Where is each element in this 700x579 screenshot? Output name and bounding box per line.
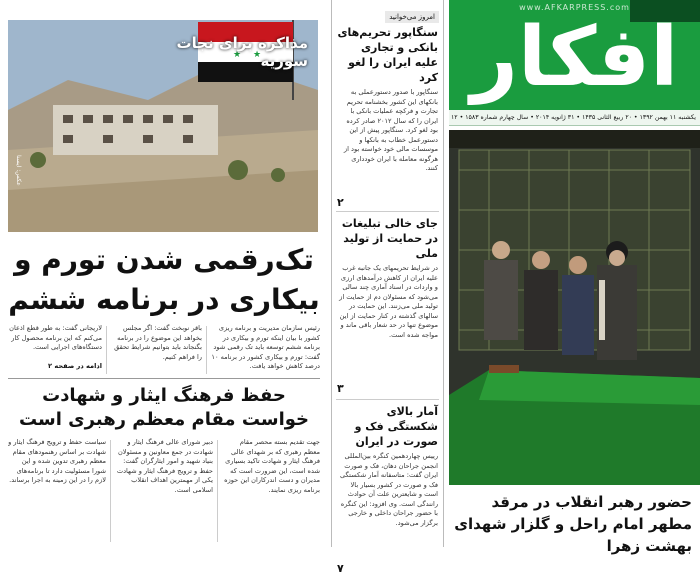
column-rule bbox=[110, 440, 111, 542]
svg-text:★: ★ bbox=[253, 50, 262, 60]
today-kicker: امروز می‌خوانید bbox=[385, 11, 439, 23]
lead-photo-caption[interactable]: حضور رهبر انقلاب در مرقد مطهر امام راحل و گلزار شهدای بهشت زهرا bbox=[454, 493, 692, 555]
lead-col-1: رئیس سازمان مدیریت و برنامه ریزی کشور با بیان اینکه تورم و بیکاری در برنامه ششم توسعه باید تک رقمی شود گفت: تورم و بیکاری کشور در برنامه ۱۰ درصد کاهش خواهد یافت. bbox=[211, 324, 320, 370]
page-number: ۳ bbox=[337, 382, 344, 395]
story2-col-3: سیاست حفظ و ترویج فرهنگ ایثار و شهادت بر اساس رهنمودهای مقام معظم رهبری تدوین شده و این شورا مسئولیت دارد تا برنامه‌های لازم را در این زمینه به اجرا برساند. bbox=[8, 438, 106, 484]
continued-link[interactable]: ادامه در صفحه ۲ bbox=[48, 362, 102, 370]
story-jaw-fracture-body: رییس چهاردهمین کنگره بین‌المللی انجمن جراحان دهان، فک و صورت ایران گفت: متاسفانه آمار شکستگی فک و صورت در کشور بسیار بالا است و شایعترین علت آن حوادث رانندگی است. وی افزود: این کنگره با حضور جراحان داخلی و خارجی برگزار می‌شود. bbox=[339, 452, 438, 527]
dateline: یکشنبه ۱۱ بهمن ۱۳۹۲ • ۲۰ ربیع الثانی ۱۴۳۵ • ۳۱ ژانویه ۲۰۱۴ • سال چهارم شماره ۱۵۸۳ • ۱۲ bbox=[449, 110, 700, 126]
story-sanctions-body: سنگاپور با صدور دستورعملی به بانکهای این کشور بخشنامه تحریم تجارت و فرکچه عملیات بانکی با ایران را که سال ۲۰۱۲ صادر کرده بود لغو کرد. سنگاپور پیش از این دستورعمل خطاب به بانکها و موسسات مالی خود خواسته بود از هرگونه معامله با ایران خودداری کنند. bbox=[343, 88, 438, 172]
lead-col-3-text: لاریجانی گفت: به طور قطع اذعان می‌کنم که این برنامه محصول کار دستگاه‌های اجرایی است. bbox=[9, 324, 102, 351]
lead-col-2: باقر نوبخت گفت: اگر مجلس بخواهد این موضوع را در برنامه بگنجاند باید بتوانیم شرایط تحقق را فراهم کنیم. bbox=[114, 324, 202, 361]
photo-credit: عکس: ایسنا bbox=[15, 155, 22, 186]
story-national-production-title[interactable]: جای خالی تبلیغات در حمایت از تولید ملی bbox=[341, 217, 438, 260]
section-divider bbox=[8, 378, 320, 379]
story-jaw-fracture-title[interactable]: آمار بالای شکستگی فک و صورت در ایران bbox=[354, 405, 438, 448]
lead-col-3 bbox=[8, 324, 102, 370]
newspaper-logo: افکار bbox=[470, 10, 679, 105]
story-sanctions-title[interactable]: سنگاپور تحریم‌های بانکی و تجاری علیه ایران را لغو کرد bbox=[337, 26, 438, 84]
site-url[interactable]: www.AFKARPRESS.com bbox=[519, 3, 630, 12]
lead-photo bbox=[449, 130, 700, 485]
story-national-production-body: در شرایط تحریمهای یک جانبه غرب علیه ایران از کاهش درآمدهای ارزی و واردات در اسناد آماری چند سالی می‌شود که مسئولان دم از حمایت از تولید ملی می‌زنند. این حمایت در سالهای گذشته در کنار حمایت از این موضوع تنها در حد شعار باقی ماند و مواجه شده است. bbox=[339, 264, 438, 339]
page-number: ۷ bbox=[337, 562, 344, 575]
second-headline[interactable]: حفظ فرهنگ ایثار و شهادت خواست مقام معظم رهبری است bbox=[18, 385, 310, 430]
story2-col-1: جهت تقدیم بسته محصر مقام معظم رهبری که بر شهدای عالی فرهنگ ایثار و شهادت تاکید بسیاری شده است، این ضرورت است که مدیران و دست اندرکاران این حوزه برنامه ریزی نمایند. bbox=[224, 438, 320, 494]
main-headline[interactable]: تک‌رقمی شدن تورم و بیکاری در برنامه ششم bbox=[8, 243, 320, 316]
middle-column bbox=[331, 0, 444, 575]
syria-photo bbox=[8, 20, 318, 232]
column-rule bbox=[106, 326, 107, 374]
shrine-scene-illustration bbox=[449, 130, 700, 485]
story2-col-2: دبیر شورای عالی فرهنگ ایثار و شهادت در جمع معاونین و مسئولان بنیاد شهید و امور ایثارگران گفت: حفظ و ترویج فرهنگ ایثار و شهادت یکی از مهمترین اهداف انقلاب اسلامی است. bbox=[116, 438, 213, 494]
masthead bbox=[449, 0, 700, 110]
column-rule bbox=[217, 440, 218, 542]
column-rule bbox=[206, 326, 207, 374]
svg-text:★: ★ bbox=[233, 50, 242, 60]
syria-photo-caption[interactable]: مذاکره برای نجات سوریه bbox=[176, 34, 308, 70]
page-number: ۲ bbox=[337, 196, 344, 209]
